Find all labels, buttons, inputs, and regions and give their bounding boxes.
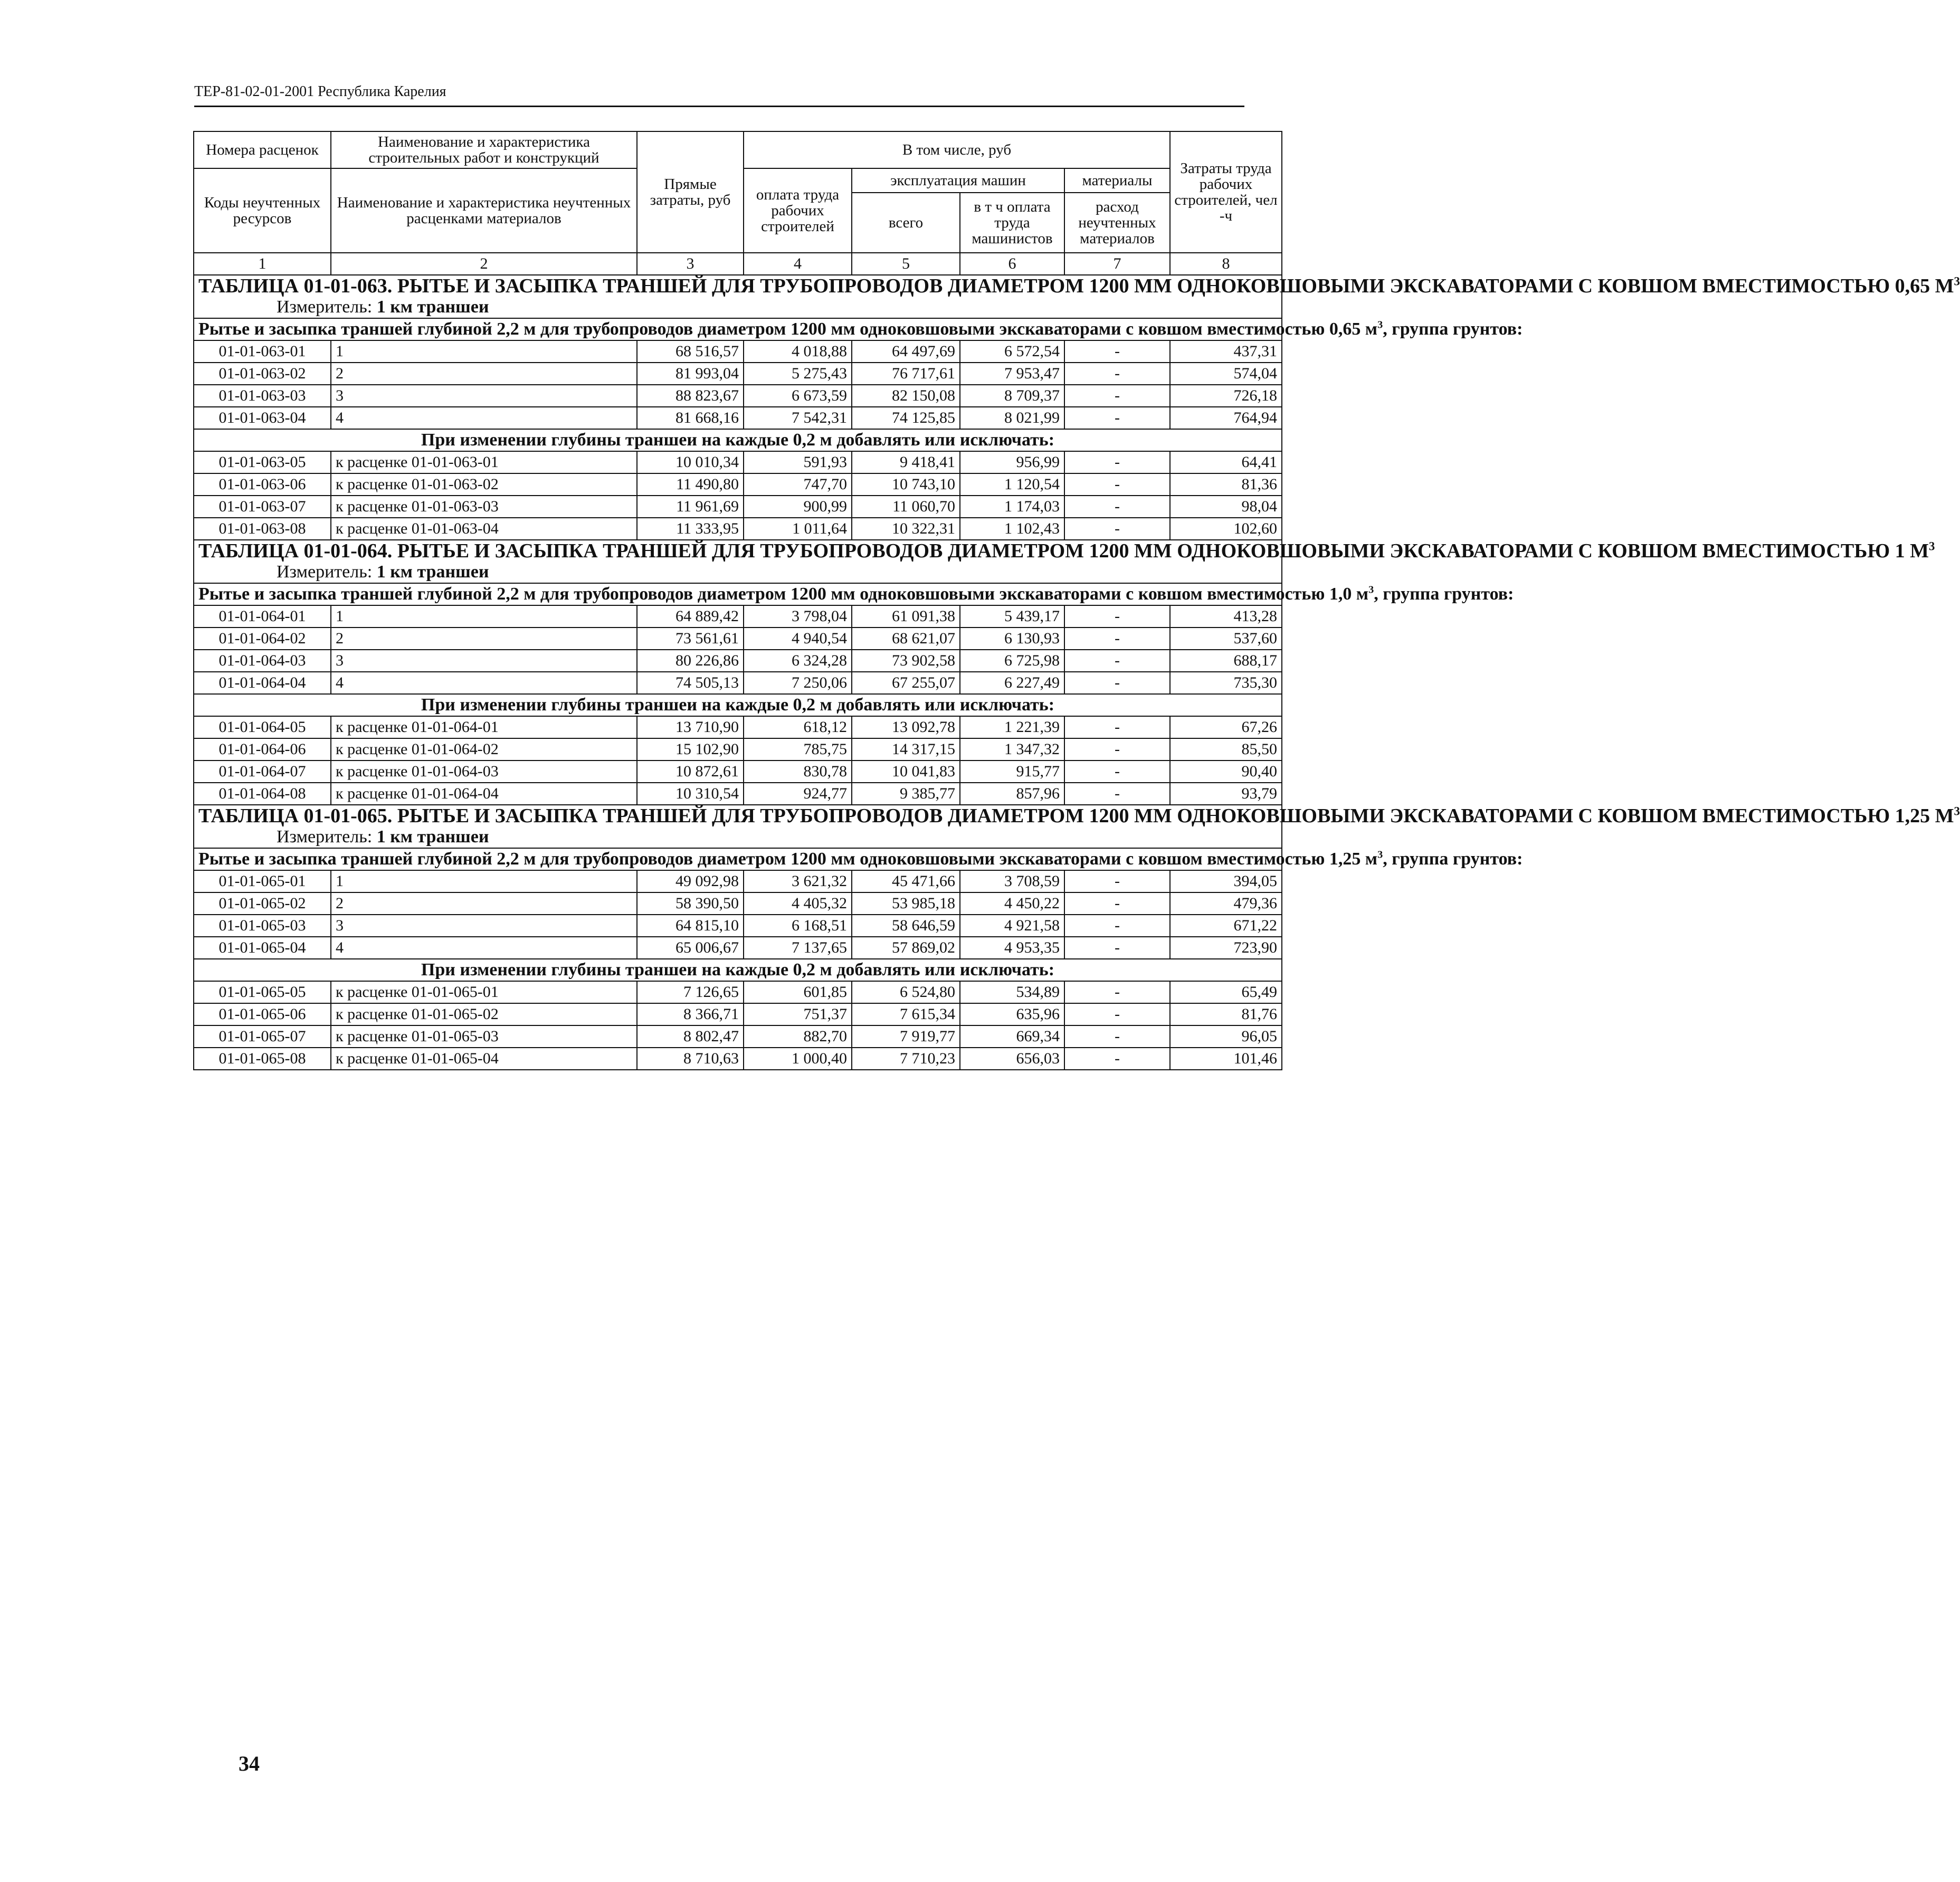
- table-cell: 01-01-063-03: [194, 385, 331, 407]
- table-row: [194, 892, 1282, 915]
- table-cell: 73 561,61: [637, 628, 744, 650]
- table-cell: 4 450,22: [960, 892, 1064, 915]
- table-cell: 01-01-065-06: [194, 1003, 331, 1025]
- table-cell: -: [1064, 672, 1170, 694]
- col-rate-numbers: Номера расценок: [194, 131, 331, 168]
- table-title-text: [198, 804, 1960, 827]
- table-title: [194, 274, 1960, 318]
- measure-unit: [198, 562, 1277, 583]
- table-cell: 01-01-064-03: [194, 650, 331, 672]
- table-cell: 58 390,50: [637, 892, 744, 915]
- table-cell: 437,31: [1170, 340, 1282, 363]
- table-cell: 3 621,32: [744, 870, 852, 892]
- modification-heading-row: [194, 694, 1282, 716]
- table-cell: к расценке 01-01-063-04: [331, 518, 637, 540]
- table-cell: 7 953,47: [960, 363, 1064, 385]
- table-cell: к расценке 01-01-063-02: [331, 473, 637, 496]
- table-cell: 6 572,54: [960, 340, 1064, 363]
- table-cell: 830,78: [744, 761, 852, 783]
- table-cell: 102,60: [1170, 518, 1282, 540]
- table-cell: 5 275,43: [744, 363, 852, 385]
- table-title-row: [194, 275, 1282, 318]
- col-labor-costs: Затраты труда рабочих строителей, чел -ч: [1170, 131, 1282, 253]
- table-row: [194, 518, 1282, 540]
- table-title: [194, 804, 1960, 848]
- table-title-text: [198, 274, 1960, 297]
- table-title-row: [194, 540, 1282, 583]
- table-cell: к расценке 01-01-064-04: [331, 783, 637, 805]
- table-cell: 2: [331, 892, 637, 915]
- table-cell: 01-01-065-01: [194, 870, 331, 892]
- table-cell: 13 710,90: [637, 716, 744, 738]
- table-cell: 956,99: [960, 451, 1064, 473]
- table-cell: -: [1064, 340, 1170, 363]
- table-cell: 915,77: [960, 761, 1064, 783]
- table-cell: 10 872,61: [637, 761, 744, 783]
- table-row: [194, 1025, 1282, 1048]
- table-cell: к расценке 01-01-064-01: [331, 716, 637, 738]
- table-cell: 49 092,98: [637, 870, 744, 892]
- table-cell: 81,76: [1170, 1003, 1282, 1025]
- document-header: ТЕР-81-02-01-2001 Республика Карелия: [194, 83, 1244, 107]
- modification-heading-row: [194, 959, 1282, 981]
- table-cell: 73 902,58: [852, 650, 960, 672]
- table-cell: 1 120,54: [960, 473, 1064, 496]
- table-cell: 65 006,67: [637, 937, 744, 959]
- measure-value: 1 км траншеи: [376, 827, 489, 847]
- table-cell: 4: [331, 672, 637, 694]
- table-cell: 857,96: [960, 783, 1064, 805]
- modification-heading: При изменении глубины траншеи на каждые 0,2 м добавлять или исключать:: [194, 959, 1282, 981]
- table-cell: 64 889,42: [637, 605, 744, 628]
- table-cell: 635,96: [960, 1003, 1064, 1025]
- table-cell: 01-01-064-02: [194, 628, 331, 650]
- subheading: [194, 583, 1514, 605]
- column-number: 7: [1064, 253, 1170, 275]
- table-row: [194, 650, 1282, 672]
- table-cell: 96,05: [1170, 1025, 1282, 1048]
- table-cell: -: [1064, 363, 1170, 385]
- table-cell: 9 418,41: [852, 451, 960, 473]
- table-cell: к расценке 01-01-064-02: [331, 738, 637, 761]
- table-row: [194, 605, 1282, 628]
- table-cell: -: [1064, 1025, 1170, 1048]
- table-cell: -: [1064, 407, 1170, 429]
- table-cell: к расценке 01-01-065-04: [331, 1048, 637, 1070]
- table-cell: 10 310,54: [637, 783, 744, 805]
- table-cell: 6 673,59: [744, 385, 852, 407]
- table-row: [194, 473, 1282, 496]
- superscript: 3: [1954, 804, 1960, 818]
- table-cell: 81 668,16: [637, 407, 744, 429]
- table-cell: 2: [331, 628, 637, 650]
- table-cell: 2: [331, 363, 637, 385]
- table-cell: 479,36: [1170, 892, 1282, 915]
- table-cell: к расценке 01-01-064-03: [331, 761, 637, 783]
- table-cell: 88 823,67: [637, 385, 744, 407]
- subheading-text: Рытье и засыпка траншей глубиной 2,2 м для трубопроводов диаметром 1200 мм одноковшовыми экскаваторами с ковшом вместимостью 0,65 м: [198, 319, 1378, 339]
- table-cell: 01-01-064-01: [194, 605, 331, 628]
- table-cell: 58 646,59: [852, 915, 960, 937]
- modification-heading: При изменении глубины траншеи на каждые 0,2 м добавлять или исключать:: [194, 694, 1282, 716]
- table-row: [194, 407, 1282, 429]
- table-cell: к расценке 01-01-063-01: [331, 451, 637, 473]
- table-row: [194, 672, 1282, 694]
- table-title-text: [198, 539, 1935, 562]
- table-cell: 101,46: [1170, 1048, 1282, 1070]
- table-cell: 01-01-063-01: [194, 340, 331, 363]
- table-cell: 67,26: [1170, 716, 1282, 738]
- modification-heading-row: [194, 429, 1282, 451]
- table-row: [194, 783, 1282, 805]
- subheading-suffix: , группа грунтов:: [1383, 319, 1523, 339]
- table-cell: 61 091,38: [852, 605, 960, 628]
- table-row: [194, 761, 1282, 783]
- table-cell: 537,60: [1170, 628, 1282, 650]
- table-cell: 1 011,64: [744, 518, 852, 540]
- subheading: [194, 318, 1523, 340]
- table-cell: 764,94: [1170, 407, 1282, 429]
- table-cell: -: [1064, 783, 1170, 805]
- table-cell: -: [1064, 716, 1170, 738]
- table-cell: 688,17: [1170, 650, 1282, 672]
- table-cell: 7 542,31: [744, 407, 852, 429]
- table-cell: 14 317,15: [852, 738, 960, 761]
- measure-label: Измеритель:: [277, 827, 373, 847]
- table-cell: 01-01-063-05: [194, 451, 331, 473]
- col-machines-total: всего: [852, 193, 960, 253]
- superscript: 3: [1377, 319, 1383, 331]
- column-number: 4: [744, 253, 852, 275]
- measure-unit: [198, 297, 1277, 318]
- table-cell: 82 150,08: [852, 385, 960, 407]
- table-cell: 1: [331, 340, 637, 363]
- table-cell: 751,37: [744, 1003, 852, 1025]
- table-cell: 11 961,69: [637, 496, 744, 518]
- table-cell: 10 743,10: [852, 473, 960, 496]
- table-cell: 7 250,06: [744, 672, 852, 694]
- table-cell: 4: [331, 937, 637, 959]
- table-cell: 413,28: [1170, 605, 1282, 628]
- table-row: [194, 451, 1282, 473]
- table-cell: 7 919,77: [852, 1025, 960, 1048]
- subheading-row: [194, 848, 1282, 870]
- table-cell: 85,50: [1170, 738, 1282, 761]
- table-cell: 785,75: [744, 738, 852, 761]
- table-cell: 64,41: [1170, 451, 1282, 473]
- table-cell: -: [1064, 738, 1170, 761]
- table-cell: 8 366,71: [637, 1003, 744, 1025]
- table-cell: 1 221,39: [960, 716, 1064, 738]
- table-cell: 3: [331, 650, 637, 672]
- table-cell: 01-01-063-02: [194, 363, 331, 385]
- column-number: 3: [637, 253, 744, 275]
- col-group-machines: эксплуатация машин: [852, 168, 1064, 193]
- table-cell: -: [1064, 892, 1170, 915]
- table-cell: 1 174,03: [960, 496, 1064, 518]
- table-cell: 01-01-064-04: [194, 672, 331, 694]
- table-cell: 15 102,90: [637, 738, 744, 761]
- column-number: 1: [194, 253, 331, 275]
- table-cell: 618,12: [744, 716, 852, 738]
- table-cell: 68 516,57: [637, 340, 744, 363]
- subheading-text: Рытье и засыпка траншей глубиной 2,2 м для трубопроводов диаметром 1200 мм одноковшовыми экскаваторами с ковшом вместимостью 1,25 м: [198, 849, 1378, 869]
- table-cell: -: [1064, 628, 1170, 650]
- table-cell: 57 869,02: [852, 937, 960, 959]
- column-number: 5: [852, 253, 960, 275]
- table-cell: -: [1064, 605, 1170, 628]
- table-cell: 8 710,63: [637, 1048, 744, 1070]
- table-cell: 11 490,80: [637, 473, 744, 496]
- table-cell: -: [1064, 1003, 1170, 1025]
- table-row: [194, 716, 1282, 738]
- table-row: [194, 937, 1282, 959]
- table-cell: 65,49: [1170, 981, 1282, 1003]
- table-cell: -: [1064, 385, 1170, 407]
- table-cell: 726,18: [1170, 385, 1282, 407]
- table-cell: 6 725,98: [960, 650, 1064, 672]
- table-cell: -: [1064, 915, 1170, 937]
- table-cell: 9 385,77: [852, 783, 960, 805]
- column-number-row: [194, 253, 1282, 275]
- table-cell: 01-01-063-04: [194, 407, 331, 429]
- column-number: 2: [331, 253, 637, 275]
- table-cell: 591,93: [744, 451, 852, 473]
- table-title-label: ТАБЛИЦА 01-01-065. РЫТЬЕ И ЗАСЫПКА ТРАНШЕЙ ДЛЯ ТРУБОПРОВОДОВ ДИАМЕТРОМ 1200 ММ ОДНОКОВШОВЫМИ ЭКСКАВАТОРАМИ С КОВШОМ ВМЕСТИМОСТЬЮ 1,25 М: [198, 805, 1954, 827]
- table-row: [194, 496, 1282, 518]
- col-material-name: Наименование и характеристика неучтенных расценками материалов: [331, 168, 637, 253]
- table-cell: 6 130,93: [960, 628, 1064, 650]
- table-cell: 8 802,47: [637, 1025, 744, 1048]
- table-cell: 7 615,34: [852, 1003, 960, 1025]
- table-cell: 93,79: [1170, 783, 1282, 805]
- table-cell: 01-01-065-02: [194, 892, 331, 915]
- table-cell: -: [1064, 937, 1170, 959]
- table-cell: 81,36: [1170, 473, 1282, 496]
- subheading-suffix: , группа грунтов:: [1383, 849, 1523, 869]
- measure-label: Измеритель:: [277, 562, 373, 582]
- table-row: [194, 738, 1282, 761]
- table-cell: 11 333,95: [637, 518, 744, 540]
- table-cell: -: [1064, 518, 1170, 540]
- table-cell: 6 324,28: [744, 650, 852, 672]
- table-title-label: ТАБЛИЦА 01-01-064. РЫТЬЕ И ЗАСЫПКА ТРАНШЕЙ ДЛЯ ТРУБОПРОВОДОВ ДИАМЕТРОМ 1200 ММ ОДНОКОВШОВЫМИ ЭКСКАВАТОРАМИ С КОВШОМ ВМЕСТИМОСТЬЮ 1 М: [198, 540, 1929, 562]
- table-cell: -: [1064, 496, 1170, 518]
- table-cell: 671,22: [1170, 915, 1282, 937]
- table-cell: 1: [331, 605, 637, 628]
- table-title: [194, 539, 1935, 583]
- table-header: [194, 131, 1282, 275]
- superscript: 3: [1377, 849, 1383, 861]
- subheading-row: [194, 318, 1282, 340]
- table-cell: 01-01-063-08: [194, 518, 331, 540]
- table-cell: 394,05: [1170, 870, 1282, 892]
- table-title-label: ТАБЛИЦА 01-01-063. РЫТЬЕ И ЗАСЫПКА ТРАНШЕЙ ДЛЯ ТРУБОПРОВОДОВ ДИАМЕТРОМ 1200 ММ ОДНОКОВШОВЫМИ ЭКСКАВАТОРАМИ С КОВШОМ ВМЕСТИМОСТЬЮ 0,65 М: [198, 275, 1954, 297]
- superscript: 3: [1954, 274, 1960, 288]
- table-cell: 601,85: [744, 981, 852, 1003]
- table-cell: 13 092,78: [852, 716, 960, 738]
- table-cell: 900,99: [744, 496, 852, 518]
- column-number: 8: [1170, 253, 1282, 275]
- table-cell: 10 041,83: [852, 761, 960, 783]
- table-cell: 67 255,07: [852, 672, 960, 694]
- subheading: [194, 848, 1523, 870]
- table-cell: 574,04: [1170, 363, 1282, 385]
- col-group-including: В том числе, руб: [744, 131, 1170, 168]
- table-cell: 8 021,99: [960, 407, 1064, 429]
- table-cell: к расценке 01-01-065-01: [331, 981, 637, 1003]
- col-operator-pay: в т ч оплата труда машинистов: [960, 193, 1064, 253]
- table-cell: 68 621,07: [852, 628, 960, 650]
- table-cell: 6 168,51: [744, 915, 852, 937]
- table-cell: 01-01-065-08: [194, 1048, 331, 1070]
- table-cell: 1 000,40: [744, 1048, 852, 1070]
- table-row: [194, 1003, 1282, 1025]
- table-cell: 81 993,04: [637, 363, 744, 385]
- rates-table: [193, 131, 1960, 1070]
- table-cell: 7 710,23: [852, 1048, 960, 1070]
- table-cell: к расценке 01-01-065-03: [331, 1025, 637, 1048]
- table-cell: 924,77: [744, 783, 852, 805]
- measure-value: 1 км траншеи: [376, 562, 489, 582]
- table-cell: 1 347,32: [960, 738, 1064, 761]
- table-cell: 01-01-064-05: [194, 716, 331, 738]
- measure-label: Измеритель:: [277, 297, 373, 317]
- table-cell: 723,90: [1170, 937, 1282, 959]
- table-cell: 3: [331, 915, 637, 937]
- table-row: [194, 340, 1282, 363]
- table-cell: 64 815,10: [637, 915, 744, 937]
- col-resource-codes: Коды неучтенных ресурсов: [194, 168, 331, 253]
- table-cell: -: [1064, 451, 1170, 473]
- superscript: 3: [1368, 584, 1374, 596]
- table-body: [194, 274, 1960, 1070]
- table-cell: 10 322,31: [852, 518, 960, 540]
- table-cell: 4 940,54: [744, 628, 852, 650]
- table-cell: 53 985,18: [852, 892, 960, 915]
- table-cell: 534,89: [960, 981, 1064, 1003]
- measure-unit: [198, 826, 1277, 848]
- table-row: [194, 363, 1282, 385]
- table-cell: 4: [331, 407, 637, 429]
- table-cell: 7 126,65: [637, 981, 744, 1003]
- table-cell: 01-01-064-07: [194, 761, 331, 783]
- table-cell: 1: [331, 870, 637, 892]
- table-cell: 80 226,86: [637, 650, 744, 672]
- table-cell: 4 018,88: [744, 340, 852, 363]
- table-cell: 98,04: [1170, 496, 1282, 518]
- table-cell: 3 798,04: [744, 605, 852, 628]
- table-cell: 4 405,32: [744, 892, 852, 915]
- table-cell: 7 137,65: [744, 937, 852, 959]
- table-cell: 76 717,61: [852, 363, 960, 385]
- table-cell: 01-01-063-07: [194, 496, 331, 518]
- table-cell: 90,40: [1170, 761, 1282, 783]
- table-cell: -: [1064, 870, 1170, 892]
- subheading-suffix: , группа грунтов:: [1374, 584, 1514, 604]
- col-material-consumption: расход неучтенных материалов: [1064, 193, 1170, 253]
- table-cell: 01-01-065-07: [194, 1025, 331, 1048]
- table-cell: 3 708,59: [960, 870, 1064, 892]
- table-row: [194, 915, 1282, 937]
- modification-heading: При изменении глубины траншеи на каждые 0,2 м добавлять или исключать:: [194, 429, 1282, 451]
- table-cell: 656,03: [960, 1048, 1064, 1070]
- table-cell: 01-01-064-08: [194, 783, 331, 805]
- table-title-row: [194, 805, 1282, 848]
- table-cell: 3: [331, 385, 637, 407]
- subheading-row: [194, 583, 1282, 605]
- table-cell: 74 505,13: [637, 672, 744, 694]
- table-cell: 01-01-064-06: [194, 738, 331, 761]
- table-cell: 01-01-065-04: [194, 937, 331, 959]
- table-cell: -: [1064, 650, 1170, 672]
- table-cell: 5 439,17: [960, 605, 1064, 628]
- table-row: [194, 870, 1282, 892]
- table-row: [194, 1048, 1282, 1070]
- table-cell: 8 709,37: [960, 385, 1064, 407]
- table-cell: 10 010,34: [637, 451, 744, 473]
- table-cell: -: [1064, 761, 1170, 783]
- table-cell: 01-01-065-05: [194, 981, 331, 1003]
- table-row: [194, 385, 1282, 407]
- table-cell: -: [1064, 981, 1170, 1003]
- table-cell: 6 524,80: [852, 981, 960, 1003]
- table-cell: 01-01-063-06: [194, 473, 331, 496]
- table-cell: -: [1064, 1048, 1170, 1070]
- table-cell: 6 227,49: [960, 672, 1064, 694]
- table-row: [194, 981, 1282, 1003]
- table-cell: 4 953,35: [960, 937, 1064, 959]
- column-number: 6: [960, 253, 1064, 275]
- table-cell: 735,30: [1170, 672, 1282, 694]
- col-worker-pay: оплата труда рабочих строителей: [744, 168, 852, 253]
- table-cell: 01-01-065-03: [194, 915, 331, 937]
- table-cell: к расценке 01-01-065-02: [331, 1003, 637, 1025]
- table-cell: -: [1064, 473, 1170, 496]
- subheading-text: Рытье и засыпка траншей глубиной 2,2 м для трубопроводов диаметром 1200 мм одноковшовыми экскаваторами с ковшом вместимостью 1,0 м: [198, 584, 1369, 604]
- table-cell: 45 471,66: [852, 870, 960, 892]
- table-cell: 669,34: [960, 1025, 1064, 1048]
- table-cell: 4 921,58: [960, 915, 1064, 937]
- table-cell: 11 060,70: [852, 496, 960, 518]
- measure-value: 1 км траншеи: [376, 297, 489, 317]
- table-cell: к расценке 01-01-063-03: [331, 496, 637, 518]
- table-cell: 64 497,69: [852, 340, 960, 363]
- superscript: 3: [1928, 539, 1935, 553]
- table-cell: 74 125,85: [852, 407, 960, 429]
- col-group-materials: материалы: [1064, 168, 1170, 193]
- table-row: [194, 628, 1282, 650]
- page-number: 34: [239, 1752, 260, 1775]
- table-cell: 1 102,43: [960, 518, 1064, 540]
- table-cell: 747,70: [744, 473, 852, 496]
- col-direct-costs: Прямые затраты, руб: [637, 131, 744, 253]
- col-work-name: Наименование и характеристика строительных работ и конструкций: [331, 131, 637, 168]
- table-cell: 882,70: [744, 1025, 852, 1048]
